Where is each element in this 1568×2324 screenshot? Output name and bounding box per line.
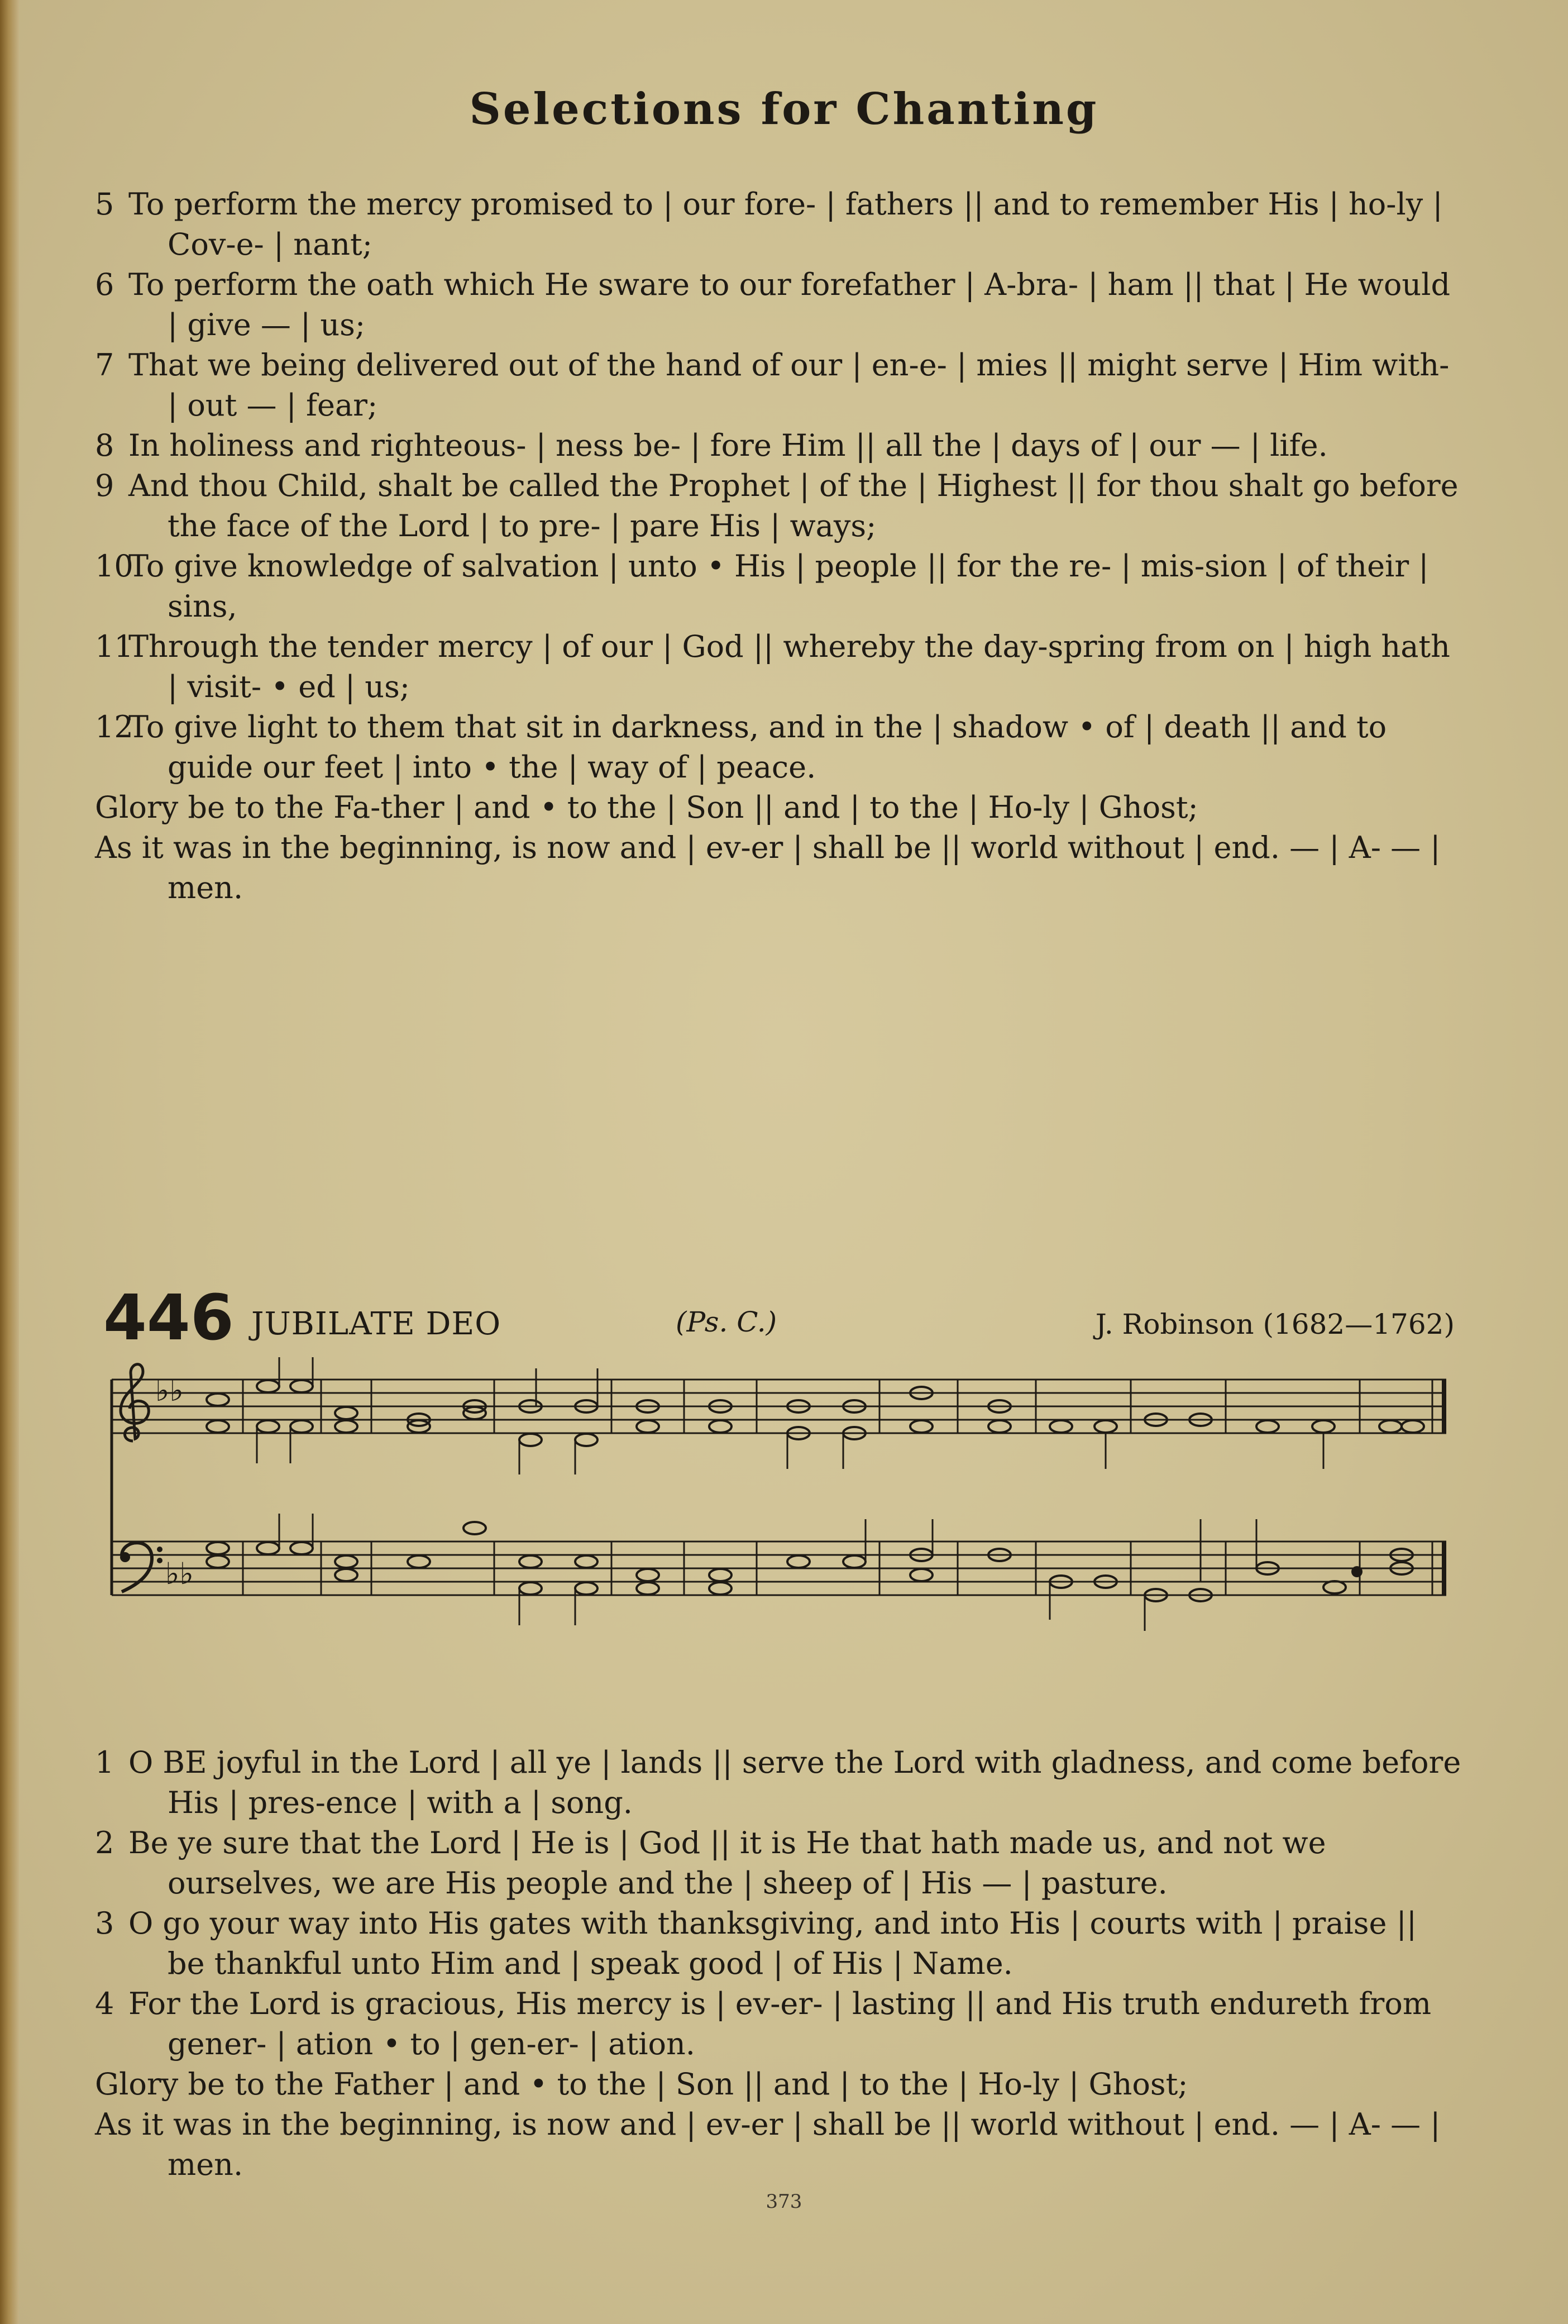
verse-12: 12To give light to them that sit in darkness, and in the | shadow • of | death || and to guide our feet | into • the | way of | peace. — [95, 709, 1387, 785]
treble-key-flats: ♭♭ — [155, 1373, 184, 1408]
top-verses — [95, 184, 1463, 908]
book-spine-edge — [0, 0, 19, 2324]
verse-11: 11Through the tender mercy | of our | God || whereby the day-spring from on | high hath | visit- • ed | us; — [95, 629, 1450, 704]
page-number: 373 — [766, 2191, 802, 2213]
jubilate-verse-4: 4 For the Lord is gracious, His mercy is | ev-er- | lasting || and His truth endureth from gener- | ation • to | gen-er- | ation. — [95, 1986, 1432, 2061]
jubilate-verse-1: 1 O BE joyful in the Lord | all ye | lands || serve the Lord with gladness, and come before His | pres-ence | with a | song. — [95, 1745, 1461, 1820]
jubilate-gloria-line-2: As it was in the beginning, is now and | ev-er | shall be || world without | end. — | A- — | men. — [95, 2107, 1441, 2182]
verse-8: 8 In holiness and righteous- | ness be- | fore Him || all the | days of | our — | life. — [95, 428, 1328, 463]
bass-notes — [207, 1522, 1413, 1601]
verse-5: 5 To perform the mercy promised to | our fore- | fathers || and to remember His | ho-ly | Cov-e- | nant; — [95, 187, 1443, 262]
jubilate-verse-2: 2 Be ye sure that the Lord | He is | God || it is He that hath made us, and not we ourselves, we are His people and the | sheep of | His — | pasture. — [95, 1825, 1326, 1901]
bottom-verses — [95, 1743, 1463, 2185]
hymn-reference: (Ps. C.) — [676, 1306, 777, 1338]
hymn-header — [103, 1282, 1455, 1357]
final-quarter-note — [1351, 1566, 1363, 1577]
verse-10: 10To give knowledge of salvation | unto • His | people || for the re- | mis-sion | of their | sins, — [95, 548, 1429, 624]
page-title: Selections for Chanting — [469, 84, 1099, 135]
verse-6: 6 To perform the oath which He sware to our forefather | A-bra- | ham || that | He would | give — | us; — [95, 267, 1451, 342]
bass-clef-icon — [120, 1543, 162, 1592]
jubilate-verse-3: 3 O go your way into His gates with thanksgiving, and into His | courts with | praise || be thankful unto Him and | speak good | of His | Name. — [95, 1906, 1417, 1981]
chant-score — [106, 1357, 1452, 1659]
verse-9: 9 And thou Child, shalt be called the Prophet | of the | Highest || for thou shalt go before the face of the Lord | to pre- | pare His | ways; — [95, 468, 1459, 543]
gloria-line-1: Glory be to the Fa-ther | and • to the | Son || and | to the | Ho-ly | Ghost; — [95, 790, 1198, 825]
verse-7: 7 That we being delivered out of the hand of our | en-e- | mies || might serve | Him with- | out — | fear; — [95, 347, 1450, 423]
hymn-number: 446 — [103, 1282, 234, 1354]
hymn-title: JUBILATE DEO — [251, 1306, 501, 1342]
gloria-line-2: As it was in the beginning, is now and | ev-er | shall be || world without | end. — | A- — | men. — [95, 830, 1441, 905]
bass-key-flats: ♭♭ — [165, 1556, 194, 1591]
treble-clef-icon — [121, 1364, 149, 1441]
treble-notes — [207, 1380, 1424, 1446]
hymn-composer: J. Robinson (1682—1762) — [1095, 1308, 1455, 1340]
jubilate-gloria-line-1: Glory be to the Father | and • to the | Son || and | to the | Ho-ly | Ghost; — [95, 2067, 1188, 2102]
